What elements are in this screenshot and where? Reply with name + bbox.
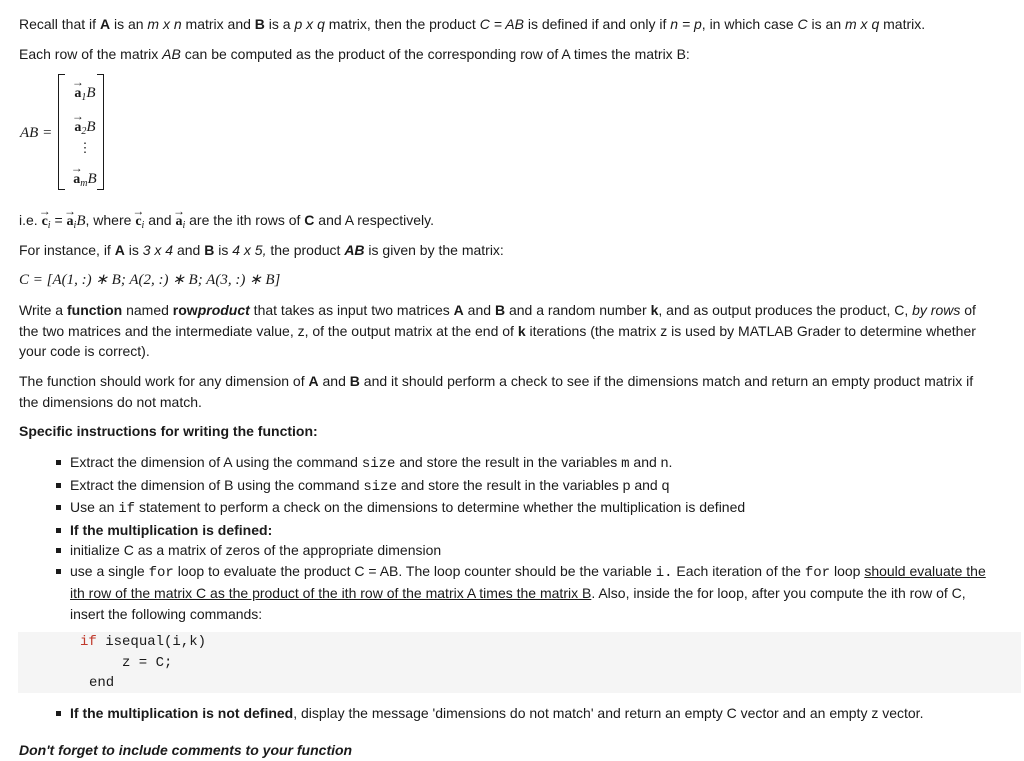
list-item: use a single for loop to evaluate the product C = AB. The loop counter should be the variable i. Each iteration of the for loop should evaluate the ith row of the matrix C as the product of the ith row of the matrix A times the matrix B. Also, inside the for loop, after you compute the ith row of C, insert the following commands: [40,561,995,625]
instruction-list [40,452,995,624]
code-line-if: if isequal(i,k) [80,634,207,650]
formula: C = [A(1, :) ∗ B; A(2, :) ∗ B; A(3, :) ∗ B] [19,272,281,288]
row-matrix [58,74,104,190]
code-line-assign: z = C; [122,655,173,671]
not-defined-list [40,703,995,724]
cut-off-heading: Don't forget to include comments to your function [19,742,353,758]
list-item: initialize C as a matrix of zeros of the appropriate dimension [40,540,995,561]
intro-paragraph: Recall that if A is an m x n matrix and B is a p x q matrix, then the product C = AB is defined if and only if n = p, in which case C is an m x q matrix. [19,16,926,32]
matrix-row-m: → $a_mB$ [68,170,102,188]
list-item: If the multiplication is not defined, display the message 'dimensions do not match' and return an empty C vector and an empty z vector. [40,703,995,724]
list-item: Extract the dimension of B using the command size and store the result in the variables p and q [40,475,995,498]
check-paragraph: The function should work for any dimension of A and B and it should perform a check to see if the dimensions match and return an empty product matrix if the dimensions do not match. [19,373,974,410]
rows-paragraph: Each row of the matrix AB can be computed as the product of the corresponding row of A times the matrix B: [19,46,690,62]
specific-heading: Specific instructions for writing the function: [19,423,318,439]
code-block [18,632,1021,693]
matrix-lhs: AB = [20,125,53,141]
matrix-vdots: ⋮ [78,140,92,155]
code-line-end: end [89,675,115,691]
list-item: Extract the dimension of A using the command size and store the result in the variables m and n. [40,452,995,475]
ie-paragraph: i.e. → $c_i$ = → $a_iB$, where → $c_i$ and → $a_i$ are the ith rows of C and A respectively. [19,210,979,234]
list-item: If the multiplication is defined: [40,520,995,541]
list-item: Use an if statement to perform a check on the dimensions to determine whether the multiplication is defined [40,497,995,520]
task-paragraph: Write a function named rowproduct that takes as input two matrices A and B and a random number k, and as output produces the product, C, by rows of the two matrices and the intermediate value, z, of the output matrix at the end of k iterations (the matrix z is used by MATLAB Grader to determine whether your code is correct). [19,302,976,359]
matrix-row-2: → $a_2B$ [68,118,102,136]
matrix-row-1: → $a_1B$ [68,84,102,102]
instance-paragraph: For instance, if A is 3 x 4 and B is 4 x 5, the product AB is given by the matrix: [19,242,504,258]
